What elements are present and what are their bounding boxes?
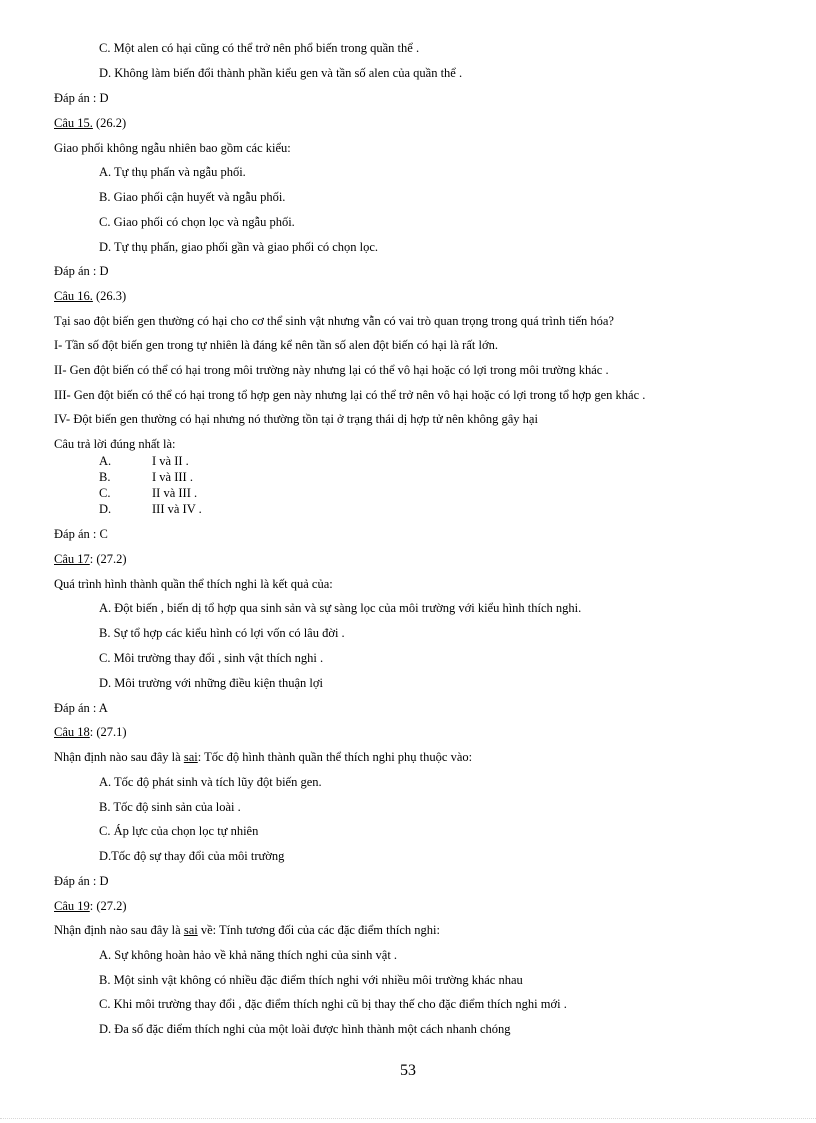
- option-c: C. Áp lực của chọn lọc tự nhiên: [99, 824, 259, 838]
- question-ref: : (27.2): [89, 552, 127, 566]
- question-ref: : (27.1): [89, 725, 127, 739]
- question-number: Câu 15.: [54, 116, 93, 130]
- option-d: D. Đa số đặc điểm thích nghi của một loài được hình thành một cách nhanh chóng: [99, 1022, 511, 1036]
- option-a: A. Tốc độ phát sinh và tích lũy đột biến gen.: [99, 775, 322, 789]
- question-heading: [54, 898, 127, 914]
- question-number: Câu 16.: [54, 289, 93, 303]
- option-a: A. Đột biến , biến dị tổ hợp qua sinh sản và sự sàng lọc của môi trường với kiểu hình thích nghi.: [99, 601, 582, 615]
- option-d: D. Không làm biến đổi thành phần kiểu gen và tần số alen của quần thể .: [99, 66, 463, 80]
- option-b: B. Một sinh vật không có nhiều đặc điểm thích nghi với nhiều môi trường khác nhau: [99, 973, 523, 987]
- option-b: B. Giao phối cận huyết và ngẫu phối.: [99, 190, 286, 204]
- question-text: Giao phối không ngẫu nhiên bao gồm các kiểu:: [54, 141, 291, 155]
- option-c: C. Khi môi trường thay đổi , đặc điểm thích nghi cũ bị thay thế cho đặc điểm thích nghi mới .: [99, 997, 567, 1011]
- question-heading: [54, 115, 126, 131]
- page-bottom-divider: [0, 1118, 816, 1119]
- option-a: A. Sự không hoàn hảo về khả năng thích nghi của sinh vật .: [99, 948, 398, 962]
- choice-text: II và III .: [152, 486, 198, 500]
- question-ref: (26.3): [92, 289, 127, 303]
- choice-letter: B.: [99, 470, 111, 484]
- answer-line: Đáp án : C: [54, 527, 108, 541]
- option-c: C. Môi trường thay đổi , sinh vật thích nghi .: [99, 651, 324, 665]
- question-ref: (26.2): [92, 116, 127, 130]
- question-number: Câu 18: [54, 725, 90, 739]
- question-text-pre: Nhận định nào sau đây là: [54, 750, 184, 764]
- statement-1: I- Tần số đột biến gen trong tự nhiên là đáng kể nên tần số alen đột biến có hại là rất lớn.: [54, 338, 498, 352]
- option-b: B. Tốc độ sinh sản của loài .: [99, 800, 241, 814]
- option-c: C. Một alen có hại cũng có thể trở nên phổ biến trong quần thể .: [99, 41, 420, 55]
- choices-prompt: Câu trả lời đúng nhất là:: [54, 437, 176, 451]
- question-text: [54, 922, 440, 938]
- option-d: D. Tự thụ phấn, giao phối gần và giao phối có chọn lọc.: [99, 240, 379, 254]
- choice-text: I và II .: [152, 454, 189, 468]
- answer-line: Đáp án : A: [54, 701, 108, 715]
- statement-3: III- Gen đột biến có thể có hại trong tổ hợp gen này nhưng lại có thể trở nên vô hại hoặc có lợi trong tổ hợp gen khác .: [54, 388, 646, 402]
- question-text-pre: Nhận định nào sau đây là: [54, 923, 184, 937]
- question-text: [54, 749, 472, 765]
- choice-text: III và IV .: [152, 502, 202, 516]
- answer-line: Đáp án : D: [54, 264, 109, 278]
- option-c: C. Giao phối có chọn lọc và ngẫu phối.: [99, 215, 295, 229]
- question-heading: [54, 724, 127, 740]
- question-ref: : (27.2): [89, 899, 127, 913]
- question-text: Tại sao đột biến gen thường có hại cho cơ thể sinh vật nhưng vẫn có vai trò quan trọng trong quá trình tiến hóa?: [54, 314, 614, 328]
- choice-text: I và III .: [152, 470, 193, 484]
- statement-2: II- Gen đột biến có thể có hại trong môi trường này nhưng lại có thể vô hại hoặc có lợi trong môi trường khác .: [54, 363, 609, 377]
- keyword-sai: sai: [183, 750, 198, 764]
- option-d: D. Môi trường với những điều kiện thuận lợi: [99, 676, 323, 690]
- option-b: B. Sự tổ hợp các kiểu hình có lợi vốn có lâu đời .: [99, 626, 345, 640]
- answer-line: Đáp án : D: [54, 874, 109, 888]
- choice-letter: A.: [99, 454, 112, 468]
- option-d: D.Tốc độ sự thay đổi của môi trường: [99, 849, 285, 863]
- question-heading: [54, 288, 126, 304]
- question-text: Quá trình hình thành quần thể thích nghi là kết quả của:: [54, 577, 333, 591]
- option-a: A. Tự thụ phấn và ngẫu phối.: [99, 165, 246, 179]
- page-number: 53: [400, 1062, 416, 1079]
- choice-letter: C.: [99, 486, 111, 500]
- statement-4: IV- Đột biến gen thường có hại nhưng nó thường tồn tại ở trạng thái dị hợp tử nên không gây hại: [54, 412, 538, 426]
- question-number: Câu 19: [54, 899, 90, 913]
- question-text-post: : Tốc độ hình thành quần thể thích nghi phụ thuộc vào:: [197, 750, 473, 764]
- keyword-sai: sai: [183, 923, 198, 937]
- question-text-post: về: Tính tương đối của các đặc điểm thích nghi:: [197, 923, 440, 937]
- question-heading: [54, 551, 127, 567]
- answer-line: Đáp án : D: [54, 91, 109, 105]
- choice-letter: D.: [99, 502, 112, 516]
- question-number: Câu 17: [54, 552, 90, 566]
